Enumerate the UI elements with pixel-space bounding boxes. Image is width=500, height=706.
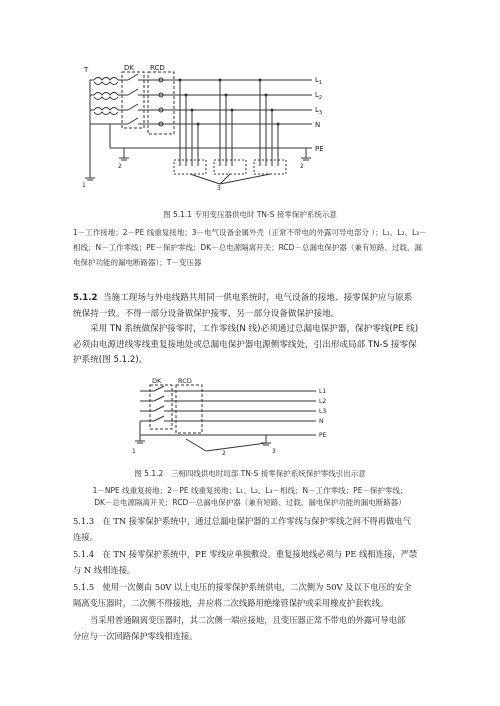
marker-1: 1 — [132, 448, 136, 455]
paragraph-line: 分应与一次回路保护零线相连接。 — [73, 630, 198, 641]
paragraph-line: 统保持一致。不得一部分设备做保护接零，另一部分设备做保护接地。 — [73, 308, 340, 319]
figure-2-legend — [0, 485, 500, 509]
paragraph-line: 5.1.4 在 TN 接零保护系统中，PE 零线应单独敷设。重复接地线必须与 PE 线相连接，严禁 — [73, 549, 418, 559]
clause-5-1-3 — [73, 514, 435, 545]
label-t: T — [84, 66, 89, 74]
clause-5-1-5 — [73, 580, 435, 611]
label-n: N — [315, 121, 321, 129]
equipment-box — [254, 160, 286, 174]
section-5-1-2 — [73, 291, 435, 369]
section-first-line: 5.1.2 当施工现场与外电线路共用同一供电系统时，电气设备的接地、接零保护应与原系 — [73, 293, 413, 303]
paragraph-line: 护系统(图 5.1.2)。 — [73, 355, 148, 365]
label-dk: DK — [152, 377, 162, 385]
clause-5-1-5-cont — [73, 613, 435, 644]
legend-line: 1－工作接地；2－PE 线重复接地；3－电气设备金属外壳（正常不带电的外露可导电部分 ）；L₁、L₂、L₃－ — [73, 228, 427, 237]
legend-line: 电保护功能的漏电断路器）；T－变压器 — [73, 258, 202, 267]
paragraph-line: 当采用普通隔离变压器时，其二次侧一端应接地，且变压器正常不带电的外露可导电部 — [90, 615, 406, 625]
rcd-box — [176, 385, 202, 433]
paragraph-line: 采用 TN 系统做保护接零时，工作零线(N 线)必须通过总漏电保护器，保护零线(PE 线) — [90, 324, 419, 334]
paragraph-line: 连接。 — [73, 531, 98, 542]
label-dk: DK — [124, 64, 134, 72]
label-l2: L2 — [319, 398, 327, 405]
label-pe: PE — [319, 432, 327, 439]
figure-1-legend — [73, 225, 435, 270]
clause-5-1-4 — [73, 547, 435, 578]
rcd-box — [148, 72, 174, 134]
paragraph-line: 隔离变压器时，二次侧不得接地，并应将二次线路用绝缘管保护或采用橡皮护套软线。 — [73, 597, 389, 608]
equipment-box — [214, 160, 246, 174]
label-l3: L3 — [319, 408, 327, 415]
paragraph-line: 5.1.5 使用一次侧由 50V 以上电压的接零保护系统供电，二次侧为 50V 及以下电压的安全 — [73, 582, 412, 592]
marker-2: 2 — [118, 163, 122, 170]
paragraph-line: 5.1.3 在 TN 接零保护系统中，通过总漏电保护器的工作零线与保护零线之间不得再做电气 — [73, 516, 411, 526]
label-l1: L1 — [319, 388, 327, 395]
marker-2b: 2 — [300, 163, 304, 170]
marker-2: 2 — [222, 450, 226, 457]
label-l3: $L_3$ — [315, 106, 323, 116]
figure-1-caption: 图 5.1.1 专用变压器供电时 TN-S 接零保护系统示意 — [163, 210, 337, 219]
figure-2-diagram — [126, 377, 336, 457]
label-rcd: RCD — [178, 377, 192, 385]
paragraph-line: 与 N 线相连接。 — [73, 564, 136, 575]
label-rcd: RCD — [150, 64, 165, 72]
label-n: N — [319, 418, 324, 425]
figure-1-diagram — [80, 62, 340, 190]
paragraph-line: 必须由电源进线零线重复接地处或总漏电保护器电源侧零线处，引出形成局部 TN-S 接零保 — [73, 339, 417, 350]
marker-3: 3 — [217, 185, 221, 190]
legend-line: DK－总电源隔离开关；RCD－总漏电保护器（兼有短路、过载、漏电保护功能的漏电断路器） — [94, 498, 406, 507]
legend-line: 相线；N－工作零线；PE－保护零线；DK－总电源隔离开关；RCD－总漏电保护器（兼有短路、过载、漏 — [73, 243, 422, 252]
label-l2: $L_2$ — [315, 91, 323, 101]
legend-line: 1－NPE 线重复接地；2－PE 线重复接地；L₁、L₂、L₃－相线；N－工作零线；PE－保护零线； — [92, 486, 408, 495]
marker-3: 3 — [272, 448, 276, 455]
label-l1: $L_1$ — [315, 76, 323, 86]
transformer-coils — [90, 78, 118, 173]
figure-2-caption: 图 5.1.2 三相四线供电时局部 TN-S 接零保护系统保护零线引出示意 — [134, 469, 366, 478]
label-pe: PE — [315, 145, 324, 153]
section-number: 5.1.2 — [73, 293, 98, 303]
marker-1: 1 — [82, 182, 86, 189]
equipment-box — [174, 160, 206, 174]
